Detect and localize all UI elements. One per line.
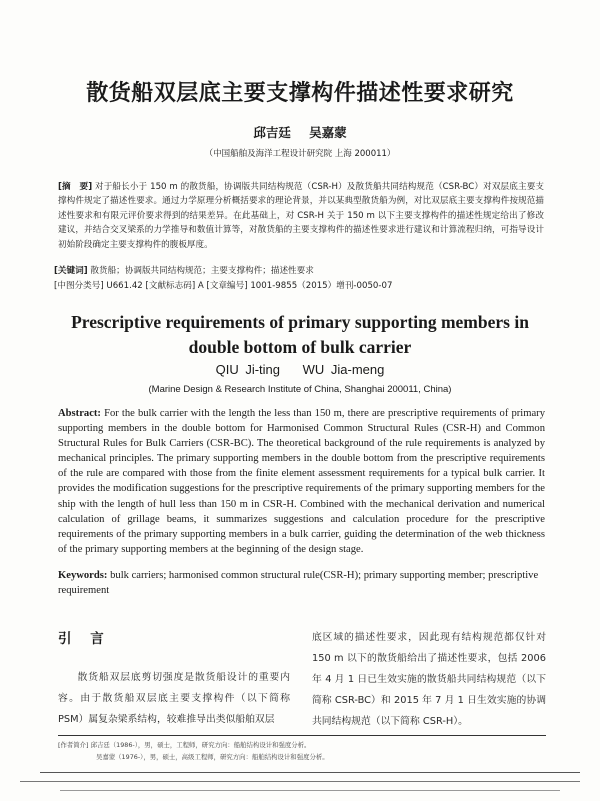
author-english-2: WU Jia-meng	[302, 362, 385, 377]
authors-english	[0, 362, 600, 377]
paper-title-english	[0, 310, 600, 360]
authors-chinese: 邱吉廷 吴嘉蒙	[253, 125, 347, 140]
intro-paragraph-left: 散货船双层底剪切强度是散货船设计的重要内容。由于散货船双层底主要支撑构件（以下简称 PSM）属复杂梁系结构，较难推导出类似船舶双层	[58, 672, 290, 725]
paper-title-chinese: 散货船双层底主要支撑构件描述性要求研究	[86, 81, 514, 106]
keywords-chinese-label: [关键词]	[54, 266, 88, 276]
paper-title-english-line1: Prescriptive requirements of primary supporting members in	[71, 312, 529, 332]
keywords-chinese	[54, 264, 544, 276]
abstract-english-text: For the bulk carrier with the length the less than 150 m, there are prescriptive requirements of primary supporting members in the double bottom for Harmonised Common Structural Rules (CSR-H) and Common Structural Rules for Bulk Carriers (CSR-BC). The theoretical background of the rule requirements is analyzed by mechanical principles. The primary supporting members in the double bottom from the prescriptive requirements of the rule are compared with those from the finite element assessment requirements for a typical bulk carrier. It provides the modification suggestions for the prescriptive requirements of the primary supporting members for the ship with the length of hull less than 150 m in CSR-H. Combined with the mechanical derivation and numerical calculation of grillage beams, it summarizes suggestions and calculation procedure for the prescriptive requirements of the primary supporting members in a bulk carrier, guiding the determination of the web thickness of the primary supporting members at the beginning of the design stage.	[58, 408, 545, 555]
abstract-chinese-text: 对于船长小于 150 m 的散货船，协调版共同结构规范（CSR-H）及散货船共同结构规范（CSR-BC）对双层底主要支撑构件规定了描述性要求。通过力学原理分析概括要求的理论背景，并以某典型散货船为例，对比双层底主要支撑构件按规范描述性要求和有限元评价要求得到的结果差异。在此基础上，对 CSR-H 关于 150 m 以下主要支撑构件的描述性规定给出了修改建议，并结合交叉梁系的力学推导和数值计算等，对散货船的主要支撑构件的描述性要求进行建议和计算流程归纳，可指导设计初始阶段确定主要支撑构件的腹板厚度。	[58, 182, 545, 250]
paper-title-english-line2: double bottom of bulk carrier	[188, 337, 412, 357]
intro-paragraph-right: 底区域的描述性要求，因此现有结构规范都仅针对 150 m 以下的散货船给出了描述性要求，包括 2006 年 4 月 1 日已生效实施的散货船共同结构规范（以下简称 CSR-BC）和 2015 年 7 月 1 日生效实施的协调共同结构规范（以下简称 CSR-H）。	[312, 632, 546, 727]
body-column-left	[58, 627, 290, 730]
footnote-author-1: [作者简介] 邱吉廷（1986-），男，硕士，工程师，研究方向：船舶结构设计和强度分析。	[58, 741, 311, 749]
abstract-chinese-label: [摘 要]	[58, 182, 93, 192]
keywords-chinese-text: 散货船；协调版共同结构规范；主要支撑构件；描述性要求	[90, 266, 314, 276]
keywords-english	[58, 568, 545, 598]
keywords-english-text: bulk carriers; harmonised common structural rule(CSR-H); primary supporting member; prescriptive requirement	[58, 570, 539, 596]
footnote-separator	[58, 735, 546, 736]
abstract-chinese	[58, 180, 544, 252]
body-column-right	[312, 627, 546, 732]
abstract-english	[58, 406, 545, 557]
section-heading-introduction: 引 言	[58, 631, 104, 647]
footnote-author-2: 吴嘉蒙（1976-），男，硕士，高级工程师，研究方向：船舶结构设计和强度分析。	[96, 753, 329, 761]
abstract-english-label: Abstract:	[58, 408, 101, 419]
affiliation-english: (Marine Design & Research Institute of China, Shanghai 200011, China)	[148, 384, 452, 395]
keywords-english-label: Keywords:	[58, 570, 108, 581]
bottom-rule-3	[60, 790, 560, 791]
bottom-rule-2	[20, 781, 580, 782]
classification-info: [中图分类号] U661.42 [文献标志码] A [文章编号] 1001-9855（2015）增刊-0050-07	[54, 281, 393, 291]
affiliation-chinese: （中国船舶及海洋工程设计研究院 上海 200011）	[204, 149, 396, 159]
author-english-1: QIU Ji-ting	[215, 362, 281, 377]
bottom-rule-1	[40, 772, 580, 773]
